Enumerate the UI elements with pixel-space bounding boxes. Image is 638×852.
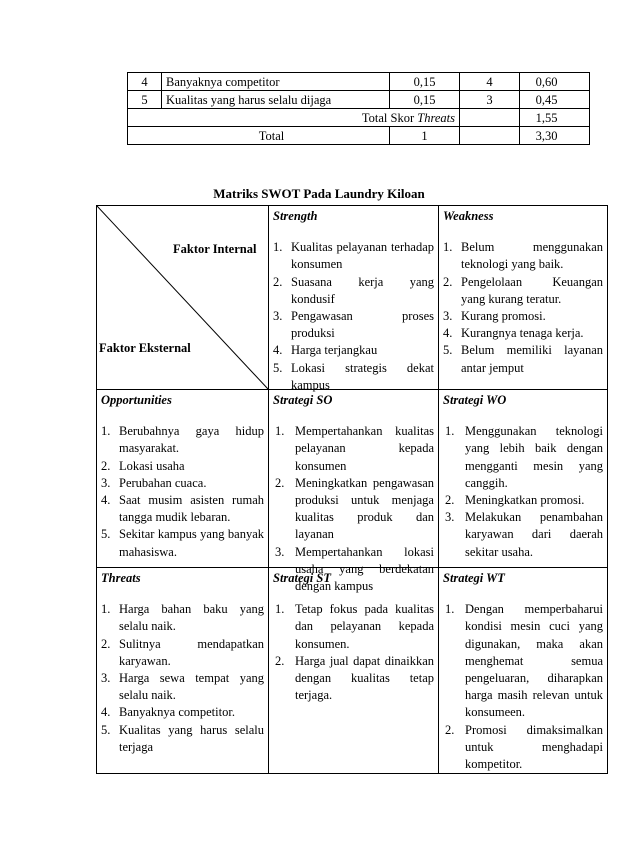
list-item-number: 2. — [273, 274, 283, 289]
list-item-number: 3. — [275, 544, 285, 559]
list-item-text: Kualitas pelayanan terhadap konsumen — [291, 240, 434, 272]
list-item — [273, 653, 434, 705]
list-item-text: Meningkatkan promosi. — [465, 493, 585, 508]
list-item — [443, 423, 603, 492]
list-item — [101, 670, 264, 704]
strategi-st-list — [273, 601, 434, 704]
list-item-text: Saat musim asisten rumah tangga mudik lebaran. — [119, 493, 264, 525]
list-item-text: Mempertahankan lokasi usaha yang berdekatan dengan kampus — [295, 544, 434, 594]
strength-title: Strength — [273, 209, 318, 223]
list-item-number: 2. — [101, 636, 111, 651]
faktor-internal-label: Faktor Internal — [173, 242, 257, 256]
list-item-number: 1. — [275, 602, 285, 617]
list-item — [443, 308, 603, 325]
list-item-number: 5. — [273, 360, 283, 375]
list-item-number: 2. — [443, 274, 453, 289]
list-item — [101, 722, 264, 756]
list-item-text: Tetap fokus pada kualitas dan pelayanan kepada konsumen. — [295, 602, 434, 651]
strength-list — [273, 239, 434, 394]
list-item — [443, 601, 603, 721]
weakness-cell — [439, 206, 607, 389]
list-item — [273, 601, 434, 653]
strategi-st-title: Strategi ST — [273, 571, 331, 585]
list-item-text: Pengawasan proses produksi — [291, 309, 434, 341]
list-item-number: 2. — [445, 722, 455, 737]
empty-cell — [460, 127, 520, 145]
total-label: Total — [128, 127, 390, 145]
list-item-number: 4. — [443, 326, 453, 341]
list-item-text: Belum memiliki layanan antar jemput — [461, 343, 603, 375]
strategi-wo-cell — [439, 390, 607, 567]
strength-cell — [269, 206, 438, 392]
total-value: 3,30 — [520, 127, 590, 145]
row-bobot: 0,15 — [390, 91, 460, 109]
opportunities-title: Opportunities — [101, 393, 172, 407]
total-threats-label — [128, 109, 460, 127]
threats-list — [101, 601, 264, 756]
list-item-text: Perubahan cuaca. — [119, 475, 207, 490]
list-item-text: Dengan memperbaharui kondisi mesin cuci yang digunakan, maka akan menghemat semua pengeluaran, diharapkan harga masih relevan untuk konsumeen. — [465, 602, 603, 720]
table-row-total-threats — [128, 109, 590, 127]
weakness-title: Weakness — [443, 209, 494, 223]
list-item — [443, 509, 603, 561]
row-skor: 0,60 — [520, 73, 590, 91]
total-threats-italic: Threats — [417, 110, 455, 125]
list-item-text: Meningkatkan pengawasan produksi untuk menjaga kualitas produk dan layanan — [295, 475, 434, 542]
list-item-text: Kurangnya tenaga kerja. — [461, 326, 584, 341]
strategi-wo-title: Strategi WO — [443, 393, 507, 407]
list-item-number: 1. — [445, 424, 455, 439]
list-item — [443, 325, 603, 342]
table-row — [128, 73, 590, 91]
list-item — [101, 526, 264, 560]
list-item-number: 3. — [445, 510, 455, 525]
list-item-text: Sulitnya mendapatkan karyawan. — [119, 636, 264, 668]
list-item-text: Berubahnya gaya hidup masyarakat. — [119, 424, 264, 456]
list-item — [101, 458, 264, 475]
list-item-number: 3. — [273, 309, 283, 324]
row-skor: 0,45 — [520, 91, 590, 109]
list-item — [273, 342, 434, 359]
total-threats-value: 1,55 — [520, 109, 590, 127]
list-item-number: 1. — [443, 240, 453, 255]
strategi-wt-cell — [439, 568, 607, 773]
list-item-number: 1. — [273, 240, 283, 255]
list-item-number: 1. — [445, 602, 455, 617]
opportunities-list — [101, 423, 264, 561]
row-number: 4 — [128, 73, 162, 91]
list-item-text: Melakukan penambahan karyawan dari daerah sekitar usaha. — [465, 510, 603, 559]
list-item-text: Pengelolaan Keuangan yang kurang teratur. — [461, 274, 603, 306]
list-item-number: 5. — [101, 722, 111, 737]
swot-matrix — [96, 205, 608, 774]
list-item-number: 2. — [101, 458, 111, 473]
row-bobot: 0,15 — [390, 73, 460, 91]
threats-score-table — [127, 72, 590, 145]
threats-title: Threats — [101, 571, 141, 585]
strategi-wt-list — [443, 601, 603, 773]
opportunities-cell — [97, 390, 268, 567]
list-item-number: 1. — [101, 602, 111, 617]
strategi-st-cell — [269, 568, 438, 773]
list-item-text: Suasana kerja yang kondusif — [291, 274, 434, 306]
list-item — [101, 423, 264, 457]
table-row — [128, 91, 590, 109]
total-bobot: 1 — [390, 127, 460, 145]
diagonal-line — [97, 206, 269, 390]
list-item-number: 3. — [101, 671, 111, 686]
list-item — [443, 342, 603, 376]
row-number: 5 — [128, 91, 162, 109]
list-item-text: Harga sewa tempat yang selalu naik. — [119, 671, 264, 703]
list-item — [443, 239, 603, 273]
row-rating: 3 — [460, 91, 520, 109]
list-item — [101, 704, 264, 721]
list-item-number: 3. — [101, 475, 111, 490]
list-item-text: Belum menggunakan teknologi yang baik. — [461, 240, 603, 272]
list-item-text: Harga terjangkau — [291, 343, 378, 358]
list-item-text: Banyaknya competitor. — [119, 705, 235, 720]
list-item-text: Lokasi strategis dekat kampus — [291, 360, 434, 392]
strategi-wt-title: Strategi WT — [443, 571, 505, 585]
row-item: Banyaknya competitor — [162, 73, 390, 91]
list-item-text: Kualitas yang harus selalu terjaga — [119, 722, 264, 754]
list-item-text: Kurang promosi. — [461, 309, 546, 324]
total-threats-prefix: Total Skor — [361, 110, 418, 125]
list-item-number: 5. — [101, 527, 111, 542]
list-item-number: 1. — [101, 424, 111, 439]
row-item: Kualitas yang harus selalu dijaga — [162, 91, 390, 109]
list-item-number: 3. — [443, 309, 453, 324]
list-item-text: Mempertahankan kualitas pelayanan kepada konsumen — [295, 424, 434, 473]
list-item-number: 2. — [275, 475, 285, 490]
list-item-text: Harga bahan baku yang selalu naik. — [119, 602, 264, 634]
faktor-eksternal-label: Faktor Eksternal — [99, 341, 191, 355]
strategi-wo-list — [443, 423, 603, 561]
list-item — [443, 274, 603, 308]
list-item-number: 4. — [101, 705, 111, 720]
list-item — [101, 601, 264, 635]
list-item-text: Lokasi usaha — [119, 458, 185, 473]
list-item — [273, 423, 434, 475]
list-item-text: Menggunakan teknologi yang lebih baik dengan mengganti mesin yang canggih. — [465, 424, 603, 490]
list-item — [273, 274, 434, 308]
list-item — [101, 492, 264, 526]
list-item-text: Harga jual dapat dinaikkan dengan kualitas tetap terjaga. — [295, 653, 434, 703]
list-item-text: Promosi dimaksimalkan untuk menghadapi kompetitor. — [465, 722, 603, 772]
weakness-list — [443, 239, 603, 377]
matrix-title: Matriks SWOT Pada Laundry Kiloan — [213, 186, 425, 201]
list-item-number: 2. — [445, 493, 455, 508]
list-item-number: 4. — [101, 493, 111, 508]
list-item — [273, 360, 434, 394]
list-item — [273, 308, 434, 342]
list-item — [273, 239, 434, 273]
list-item-number: 5. — [443, 343, 453, 358]
threats-cell — [97, 568, 268, 773]
row-rating: 4 — [460, 73, 520, 91]
empty-cell — [460, 109, 520, 127]
list-item-text: Sekitar kampus yang banyak mahasiswa. — [119, 527, 264, 559]
list-item — [273, 475, 434, 544]
list-item-number: 2. — [275, 653, 285, 668]
list-item-number: 4. — [273, 343, 283, 358]
strategi-so-title: Strategi SO — [273, 393, 333, 407]
list-item — [101, 475, 264, 492]
table-row-total — [128, 127, 590, 145]
list-item-number: 1. — [275, 424, 285, 439]
list-item — [443, 492, 603, 509]
list-item — [101, 636, 264, 670]
list-item — [443, 722, 603, 774]
